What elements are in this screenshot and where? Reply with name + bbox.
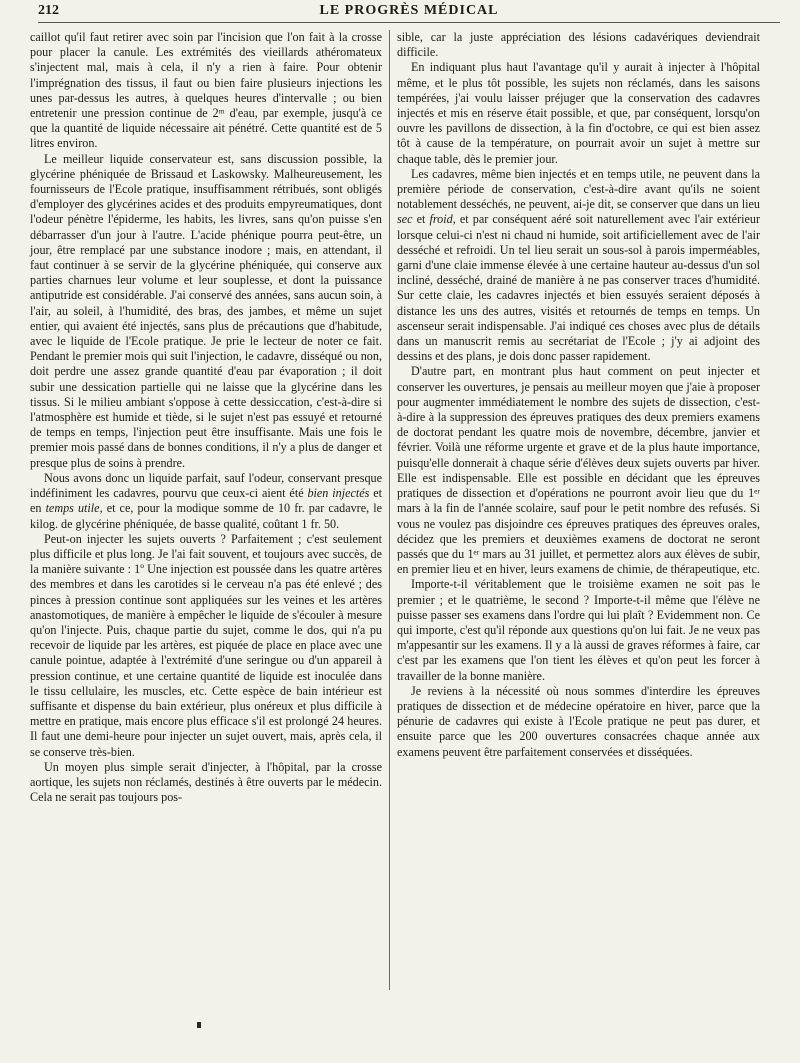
paragraph-text: Le meilleur liquide conservateur est, sans discussion possible, la glycérine phéniquée de Brissaud et Laskowsky. Malheureusement, les fournisseurs de l'Ecole pratique, insuffisamment rétribués, sont obligés d'employer des glycérines acides et des produits empyreumatiques, dont l'odeur pénètre l'épiderme, les habits, les livres, sans qu'on puisse s'en débarrasser d'un jour à l'autre. L'acide phénique pourra peut-être, un jour, être remplacé par une substance inodore ; mais, en attendant, il faut continuer à se servir de la glycérine phéniquée, qui conserve aux parties charnues leur volume et leur souplesse, et dont la puissance antiputride est considérable. J'ai conservé des années, sans aucun soin, à l'air, au soleil, à l'humidité, des bras, des jambes, et même un sujet entier, qui avaient été injectés, sans plus de précautions que d'habitude, avec le liquide de l'Ecole pratique. Je prie le lecteur de noter ce fait. Pendant le premier mois qui suit l'injection, le cadavre, disséqué ou non, doit perdre une assez grande quantité d'eau par évaporation ; il doit subir une dessication partielle qui ne laisse que la glycérine dans les tissus. Si le milieu ambiant s'oppose à cette dessiccation, c'est-à-dire si l'atmosphère est humide et tiède, si le sujet n'est pas essuyé et retourné de temps en temps, l'injection peut être insuffisante. Mais une fois le premier mois passé dans de bonnes conditions, il n'y a plus de danger et presque plus de soins à prendre. [30, 151, 382, 470]
column-divider [389, 30, 390, 990]
paragraph-text: Peut-on injecter les sujets ouverts ? Parfaitement ; c'est seulement plus difficile et plus long. Je l'ai fait souvent, et toujours avec succès, de la manière suivante : 1º Une injection est poussée dans les quatre artères des membres et dans les carotides si le cerveau n'a pas été enlevé ; des pinces à pression continue sont appliquées sur les veines et les artères anastomotiques, de manière à empêcher le liquide de s'écouler à mesure qu'on l'injecte. Puis, chaque partie du sujet, comme le dos, qui n'a pu recevoir de liquide par les artères, est piquée de place en place avec une canule pointue, adaptée à l'extrémité d'une seringue ou d'un appareil à pression continue, et une certaine quantité de liquide est inoculée dans le tissu cellulaire, les muscles, etc. Cette espèce de bain intérieur est suffisante et dispense du bain extérieur, plus onéreux et plus difficile à mettre en pratique, mais encore plus efficace s'il est prolongé 24 heures. Il faut une demi-heure pour injecter un sujet ouvert, mais, après cela, il se conserve très-bien. [30, 531, 382, 759]
paragraph-text: Les cadavres, même bien injectés et en temps utile, ne peuvent dans la première période de conservation, c'est-à-dire avant qu'ils ne soient notablement desséchés, ne peuvent, ai-je dit, se conserver que dans un lieu [397, 166, 760, 212]
italic-text: temps utile [45, 501, 100, 516]
paragraph-text: Je reviens à la nécessité où nous sommes d'interdire les épreuves pratiques de dissection et de médecine opératoire en hiver, parce que la pénurie de cadavres qui existe à l'Ecole pratique ne peut pas durer, et ensuite parce que les 200 ouvertures consacrées chaque année aux examens peuvent être parfaitement conservées et disséquées. [397, 683, 760, 759]
paragraph-text: caillot qu'il faut retirer avec soin par l'incision que l'on fait à la crosse pour placer la canule. Les extrémités des vieillards athéromateux s'injectent mal, mais à cela, il n'y a rien à faire. Pour obtenir l'imprégnation des tissus, il faut ou bien faire plusieurs injections les unes par-dessus les autres, à quelques heures d'intervalle ; ou bien entretenir une pression continue de 2ᵐ d'eau, par exemple, jusqu'à ce que la quantité de liquide nécessaire ait pénétré. Cette quantité est de 5 litres environ. [30, 30, 382, 151]
paragraph [397, 577, 760, 683]
paragraph-text: et [412, 212, 430, 227]
paragraph [397, 167, 760, 365]
paragraph [397, 30, 760, 60]
paragraph [30, 152, 382, 471]
paragraph-text: Importe-t-il véritablement que le troisième examen ne soit pas le premier ; et le quatrième, le second ? Importe-t-il même que l'élève ne puisse passer ses examens dans l'ordre qui lui plaît ? Evidemment non. Ce qui importe, c'est qu'il réponde aux questions qu'on lui fait. Je ne veux pas m'appesantir sur les examens. Il y a là aussi de graves réformes à faire, car c'est par les examens que l'on tient les élèves et qu'on peut les forcer à travailler de la bonne manière. [397, 577, 760, 683]
paragraph-text: sible, car la juste appréciation des lésions cadavériques deviendrait difficile. [397, 30, 760, 60]
italic-text: sec [397, 212, 413, 227]
paragraph-text: Un moyen plus simple serait d'injecter, à l'hôpital, par la crosse aortique, les sujets non réclamés, destinés à être ouverts par le médecin. Cela ne serait pas toujours pos- [30, 759, 382, 805]
left-column [30, 30, 382, 805]
italic-text: bien injectés [307, 486, 370, 501]
paragraph-text: , et par conséquent aéré soit naturellement avec l'air extérieur lorsque celui-ci n'est ni chaud ni humide, soit artificiellement avec de l'air desséché et refroidi. Un tel lieu serait un sous-sol à parois imperméables, garni d'une claie immense élevée à une certaine hauteur au-dessus d'un sol incliné, desséché, drainé de manière à ne pas conserver traces d'humidité. Sur cette claie, les cadavres injectés et bien essuyés seraient déposés à distance les uns des autres, visités et retournés de temps en temps. Un ascenseur serait indispensable. J'ai indiqué ces choses avec plus de détails dans un manuscrit remis au secrétariat de l'Ecole ; j'y ai adjoint des dessins et des plans, je dois donc passer rapidement. [397, 212, 760, 364]
paragraph [397, 60, 760, 166]
page-number: 212 [38, 3, 59, 18]
paragraph [30, 760, 382, 806]
paragraph-text: D'autre part, en montrant plus haut comment on peut injecter et conserver les ouvertures, je pensais au meilleur moyen que j'aie à proposer pour augmenter immédiatement le nombre des sujets de dissection, c'est-à-dire à la suppression des épreuves pratiques des deux premiers examens de doctorat pendant les quatre mois de novembre, décembre, janvier et février. Voilà une réforme urgente et grave et de la plus haute importance, puisqu'elle donnerait à chaque série d'élèves deux sujets ouverts par hiver. Elle est indispensable. Elle est possible en décidant que les épreuves pratiques de dissection et d'opérations ne pourront avoir lieu que du 1ᵉʳ mars à la fin de l'année scolaire, sauf pour le petit nombre des refusés. Si vous ne voulez pas disjoindre ces épreuves pratiques des épreuves orales, décidez que les premiers et deuxièmes examens de doctorat ne seront passés que du 1ᵉʳ mars au 31 juillet, et permettez alors aux élèves de subir, en premier lieu et en hiver, leurs examens de chimie, de thérapeutique, etc. [397, 364, 760, 577]
paragraph [397, 364, 760, 577]
paragraph [30, 30, 382, 152]
right-column [397, 30, 760, 760]
page-header [38, 0, 780, 23]
paragraph-text: , et ce, pour la modique somme de 10 fr. par cadavre, le kilog. de glycérine phéniquée, de basse qualité, coûtant 1 fr. 50. [30, 501, 382, 531]
italic-text: froid [429, 212, 453, 227]
paragraph-text: Nous avons donc un liquide parfait, sauf l'odeur, conservant presque indéfiniment les cadavres, pourvu que ceux-ci aient été [30, 470, 382, 501]
paragraph [30, 532, 382, 760]
printer-mark [197, 1022, 201, 1028]
paragraph [30, 471, 382, 532]
journal-title: LE PROGRÈS MÉDICAL [319, 3, 499, 18]
paragraph-text: et en [30, 486, 382, 516]
paragraph [397, 684, 760, 760]
paragraph-text: En indiquant plus haut l'avantage qu'il y aurait à injecter à l'hôpital même, et le plus tôt possible, les sujets non réclamés, dans les saisons tempérées, j'ai voulu laisser préjuger que la conservation des cadavres injectés et mis en réserve était possible, et que, par conséquent, lorsqu'on ouvre les pavillons de dissection, à la fin d'octobre, ce qui est bien assez tôt à cause de la température, on pourrait avoir un sujet à mettre sur chaque table, dès le premier jour. [397, 60, 760, 166]
